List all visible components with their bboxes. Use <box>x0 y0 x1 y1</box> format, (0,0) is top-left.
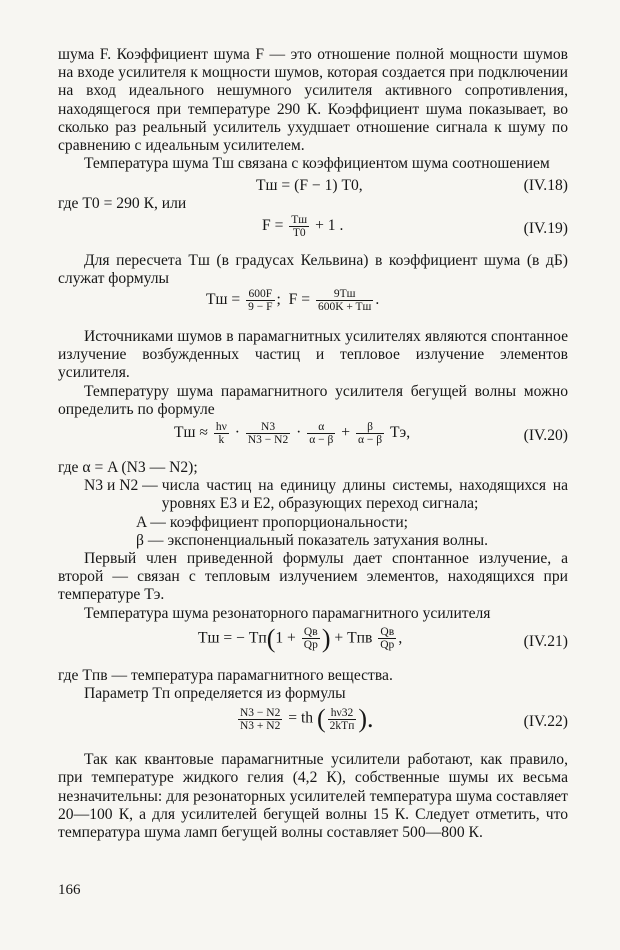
definition-item: A — коэффициент пропорциональности; <box>136 513 409 531</box>
eq19-rest: + 1 . <box>315 216 344 234</box>
equation-IV-18-number: (IV.18) <box>523 177 568 195</box>
page-body <box>58 46 568 842</box>
paragraph-5: Температуру шума парамагнитного усилителя бегущей волны можно определить по формуле <box>58 382 568 418</box>
paragraph-3: Для пересчета Tш (в градусах Кельвина) в коэффициент шума (в дБ) служат формулы <box>58 251 568 287</box>
equation-IV-20: Tш ≈ $\frac{h\nu}{k}$ · $\frac{N3}{N3 - N2}$ · $\frac{\alpha}{\alpha - \beta}$ + $\frac{\beta}{\alpha - \beta}$ Tэ, (IV.20) <box>174 421 568 447</box>
equation-IV-21: Tш = − Tп(1 + $\frac{Qв}{Qр}$ ) + Tпв $\frac{Qв}{Qр}$ , (IV.21) <box>198 623 568 653</box>
eq19-fraction: $\frac{Tш}{T0}$ <box>291 213 308 239</box>
definitions-list <box>58 477 568 550</box>
equation-IV-18-body: Tш = (F − 1) T0, <box>256 177 363 195</box>
equation-IV-22: $\frac{N3 - N2}{N3 + N2}$ = th ( $\frac{h\nu 32}{\text{2kTп}}$ ). (IV.22) <box>240 704 568 734</box>
where-T0: где T0 = 290 К, или <box>58 195 187 213</box>
equation-IV-21-number: (IV.21) <box>523 632 568 650</box>
definition-item: N3 и N2 — числа частиц на единицу длины системы, находящихся на уровнях E3 и E2, образующих переход сигнала; <box>84 477 568 513</box>
paragraph-9: Так как квантовые парамагнитные усилители работают, как правило, при температуре жидкого гелия (4,2 К), собственные шумы их весьма незначительны: для резонаторных усилителей температура шума составляет 20—100 К, а для усилителей бегущей волны 15 К. Следует отметить, что температура шума ламп бегущей волны составляет 500—800 К. <box>58 751 568 842</box>
equation-IV-20-number: (IV.20) <box>523 427 568 445</box>
where-Tpv: где Tпв — температура парамагнитного вещества. <box>58 666 393 684</box>
equation-IV-19 <box>58 214 568 248</box>
page-number: 166 <box>58 882 81 898</box>
paragraph-1: шума F. Коэффициент шума F — это отношение полной мощности шумов на входе усилителя к мощности шумов, которая создается при подключении на вход идеального нешумного усилителя активного сопротивления, находящегося при температуре 290 К. Коэффициент шума показывает, во сколько раз реальный усилитель ухудшает отношение сигнала к шуму по сравнению с идеальным усилителем. <box>58 46 568 155</box>
paragraph-8: Параметр Tп определяется из формулы <box>84 685 346 703</box>
eq19-lhs: F = <box>262 216 284 234</box>
conversion-formulas: Tш = $\frac{600F}{9 - F}$ ; F = $\frac{9Tш}{600K + Tш}$ . <box>206 288 380 314</box>
equation-IV-18 <box>58 173 568 199</box>
equation-IV-19-number: (IV.19) <box>523 219 568 237</box>
paragraph-6: Первый член приведенной формулы дает спонтанное излучение, а второй — связан с тепловым излучением элементов, находящихся при температуре Tэ. <box>58 550 568 604</box>
definition-item: β — экспоненциальный показатель затухания волны. <box>136 531 489 549</box>
paragraph-2: Температура шума Tш связана с коэффициентом шума соотношением <box>84 155 550 173</box>
paragraph-4: Источниками шумов в парамагнитных усилителях являются спонтанное излучение возбужденных частиц и тепловое излучение элементов усилителя. <box>58 328 568 382</box>
equation-IV-22-number: (IV.22) <box>523 713 568 731</box>
paragraph-7: Температура шума резонаторного парамагнитного усилителя <box>84 604 491 622</box>
where-alpha: где α = A (N3 — N2); <box>58 459 198 477</box>
